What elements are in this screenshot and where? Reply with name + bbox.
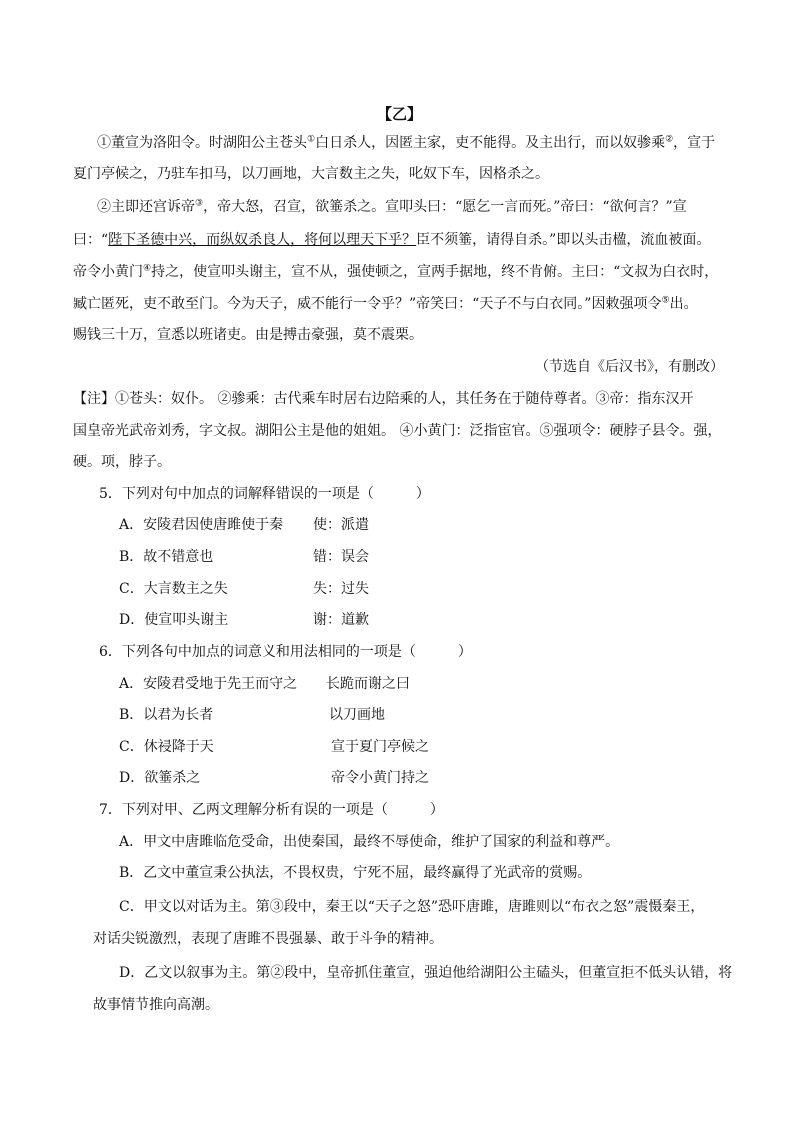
q6-option-a-pair: 长跪而谢之曰 [326, 676, 410, 692]
notes-line2: 国皇帝光武帝刘秀，字文叔。湖阳公主是他的姐姐。 ④小黄门：泛指宦官。⑤强项令：硬脖子县令。强， [73, 423, 722, 439]
q5-option-d: D．使宣叩头谢主 [119, 612, 229, 628]
q6-option-c: C．休祲降于天 [119, 739, 214, 755]
q5-option-b: B．故不错意也 [119, 549, 214, 565]
para2-line1: ②主即还宫诉帝③，帝大怒，召宣，欲箠杀之。宣叩头曰：“愿乞一言而死。”帝曰：“欲何言？”宣 [97, 198, 687, 215]
q5-option-a-gloss: 使：派遣 [313, 517, 369, 533]
q6-option-b-pair: 以刀画地 [329, 707, 385, 723]
underlined-sentence: 陛下圣德中兴，而纵奴杀良人，将何以理天下乎？ [108, 232, 417, 248]
q5-option-a: A．安陵君因使唐雎使于秦 [119, 517, 284, 533]
para2-line4: 臧亡匿死，吏不敢至门。今为天子，威不能行一令乎？”帝笑曰：“天子不与白衣同。”因敕强项令⑤出。 [73, 295, 698, 312]
para2-line2: 曰：“陛下圣德中兴，而纵奴杀良人，将何以理天下乎？臣不须箠，请得自杀。”即以头击楹，流血被面。 [73, 232, 711, 248]
q6-option-d: D．欲箠杀之 [119, 770, 201, 786]
notes-line3: 硬。项，脖子。 [73, 454, 171, 470]
q6-option-b: B．以君为长者 [119, 707, 214, 723]
q7-option-a: A．甲文中唐雎临危受命，出使秦国，最终不辱使命，维护了国家的利益和尊严。 [119, 834, 620, 850]
q6-option-a: A．安陵君受地于先王而守之 [119, 676, 298, 692]
q6-stem: 6．下列各句中加点的词意义和用法相同的一项是（ ） [99, 644, 472, 660]
q7-option-b: B．乙文中董宣秉公执法，不畏权贵，宁死不屈，最终赢得了光武帝的赏赐。 [119, 865, 592, 881]
q5-option-d-gloss: 谢：道歉 [313, 612, 369, 628]
notes-line1: 【注】①苍头：奴仆。 ②骖乘：古代乘车时居右边陪乘的人，其任务在于随侍尊者。③帝：指东汉开 [73, 391, 694, 407]
q7-stem: 7．下列对甲、乙两文理解分析有误的一项是（ ） [99, 802, 444, 818]
q7-option-d-line2: 故事情节推向高潮。 [93, 997, 219, 1013]
q5-option-b-gloss: 错：误会 [313, 549, 369, 565]
para2-line3: 帝令小黄门④持之，使宣叩头谢主，宣不从，强使顿之，宣两手据地，终不肯俯。主曰：“文叔为白衣时， [73, 263, 719, 280]
para1-line1: ①董宣为洛阳令。时湖阳公主苍头①白日杀人，因匿主家，吏不能得。及主出行，而以奴骖乘②，宣于 [97, 134, 716, 151]
q6-option-c-pair: 宣于夏门亭候之 [331, 739, 429, 755]
q7-option-c-line2: 对话尖锐激烈，表现了唐雎不畏强暴、敢于斗争的精神。 [93, 931, 443, 947]
q5-option-c: C．大言数主之失 [119, 581, 228, 597]
para2-line5: 赐钱三十万，宣悉以班诸吏。由是搏击豪强，莫不震栗。 [73, 327, 423, 343]
section-title: 【乙】 [377, 105, 423, 123]
q5-stem: 5．下列对句中加点的词解释错误的一项是（ ） [99, 486, 430, 502]
source-citation: （节选自《后汉书》，有删改） [535, 359, 724, 375]
q7-option-c-line1: C．甲文以对话为主。第③段中，秦王以“天子之怒”恐吓唐雎，唐雎则以“布衣之怒”震慑秦王， [119, 899, 705, 915]
q5-option-c-gloss: 失：过失 [313, 581, 369, 597]
q6-option-d-pair: 帝令小黄门持之 [331, 770, 429, 786]
para1-line2: 夏门亭候之，乃驻车扣马，以刀画地，大言数主之失，叱奴下车，因格杀之。 [73, 166, 549, 182]
q7-option-d-line1: D．乙文以叙事为主。第②段中，皇帝抓住董宣，强迫他给湖阳公主磕头，但董宣拒不低头认错，将 [119, 965, 733, 981]
